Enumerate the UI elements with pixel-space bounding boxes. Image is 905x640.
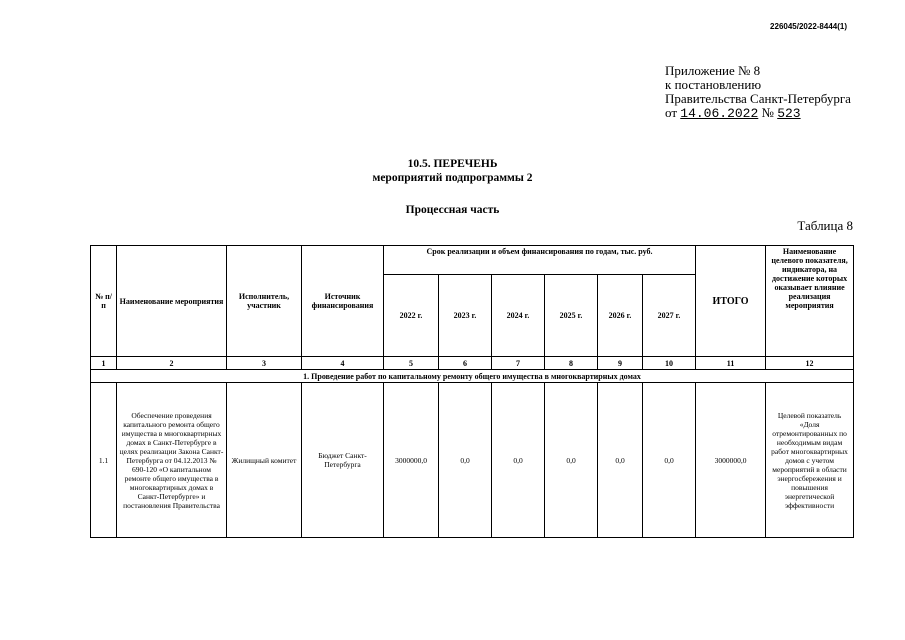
- section-row: [91, 370, 854, 383]
- col-number: 10: [643, 357, 696, 370]
- list-subtitle: мероприятий подпрограммы 2: [372, 172, 533, 184]
- decree-number: 523: [777, 106, 801, 121]
- cell-2023: 0,0: [439, 383, 492, 538]
- col-number: 6: [439, 357, 492, 370]
- header-year-2022: 2022 г.: [384, 275, 439, 357]
- cell-2025: 0,0: [545, 383, 598, 538]
- from-label: от: [665, 105, 678, 120]
- header-source: Источник финансирования: [302, 246, 384, 357]
- column-numbers-row: [91, 357, 854, 370]
- header-year-2023: 2023 г.: [439, 275, 492, 357]
- col-number: 7: [492, 357, 545, 370]
- header-indicator: Наименование целевого показателя, индикатора, на достижение которых оказывает влияние реализация мероприятия: [766, 246, 854, 357]
- cell-total: 3000000,0: [696, 383, 766, 538]
- col-number: 2: [117, 357, 227, 370]
- col-number: 5: [384, 357, 439, 370]
- header-year-2026: 2026 г.: [598, 275, 643, 357]
- table-row: [91, 383, 854, 538]
- col-number: 8: [545, 357, 598, 370]
- header-total: ИТОГО: [696, 246, 766, 357]
- cell-executor: Жилищный комитет: [227, 383, 302, 538]
- appendix-date-line: [665, 106, 851, 121]
- appendix-block: [665, 64, 851, 121]
- cell-indicator: Целевой показатель «Доля отремонтированных по необходимым видам работ многоквартирных домов с учетом мероприятий в области энергосбережения и повышения энергетической эффективности: [766, 383, 854, 538]
- cell-2026: 0,0: [598, 383, 643, 538]
- header-num: № п/п: [91, 246, 117, 357]
- cell-2024: 0,0: [492, 383, 545, 538]
- header-executor: Исполнитель, участник: [227, 246, 302, 357]
- appendix-line-2: к постановлению: [665, 77, 762, 92]
- header-year-2024: 2024 г.: [492, 275, 545, 357]
- appendix-line-1: Приложение № 8: [665, 63, 761, 78]
- decree-date: 14.06.2022: [680, 106, 759, 121]
- col-number: 11: [696, 357, 766, 370]
- cell-num: 1.1: [91, 383, 117, 538]
- cell-2027: 0,0: [643, 383, 696, 538]
- cell-name: Обеспечение проведения капитального ремонта общего имущества в многоквартирных домах в Санкт-Петербурге в целях реализации Закона Санкт-Петербурга от 04.12.2013 № 690-120 «О капитальном ремонте общего имущества в многоквартирных домах в Санкт-Петербурге» и постановления Правительства: [117, 383, 227, 538]
- table-number: Таблица 8: [797, 218, 853, 233]
- header-name: Наименование мероприятия: [117, 246, 227, 357]
- cell-source: Бюджет Санкт-Петербурга: [302, 383, 384, 538]
- cell-2022: 3000000,0: [384, 383, 439, 538]
- col-number: 4: [302, 357, 384, 370]
- number-label: №: [761, 105, 774, 120]
- measures-table: [90, 245, 854, 538]
- col-number: 9: [598, 357, 643, 370]
- part-title: Процессная часть: [405, 204, 500, 216]
- list-title: 10.5. ПЕРЕЧЕНЬ: [407, 158, 498, 170]
- col-number: 1: [91, 357, 117, 370]
- col-number: 3: [227, 357, 302, 370]
- col-number: 12: [766, 357, 854, 370]
- header-year-2027: 2027 г.: [643, 275, 696, 357]
- section-title: 1. Проведение работ по капитальному ремонту общего имущества в многоквартирных домах: [91, 370, 854, 383]
- header-period: Срок реализации и объем финансирования по годам, тыс. руб.: [384, 246, 696, 275]
- appendix-line-3: Правительства Санкт-Петербурга: [665, 91, 851, 106]
- header-year-2025: 2025 г.: [545, 275, 598, 357]
- registration-number: 226045/2022-8444(1): [770, 22, 847, 31]
